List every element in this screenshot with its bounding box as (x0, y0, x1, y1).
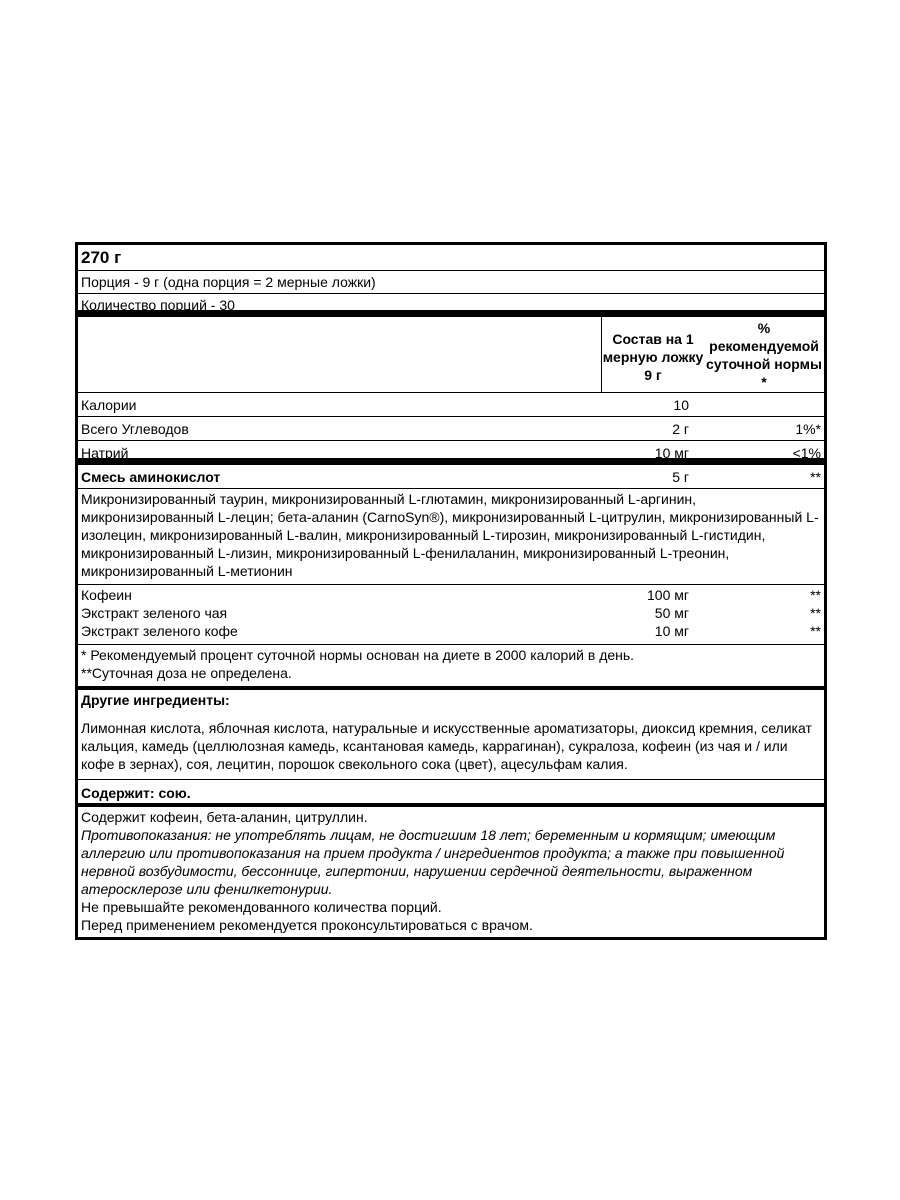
stimulant-row (81, 604, 821, 622)
nutrient-label: Калории (81, 397, 137, 413)
footnote-not-established: **Суточная доза не определена. (81, 665, 292, 681)
warnings (78, 807, 824, 937)
amount-column-header: Состав на 1 мерную ложку 9 г (601, 317, 704, 392)
nutrient-value: 10 (673, 397, 689, 413)
amino-blend-label: Смесь аминокислот (81, 469, 221, 485)
other-ingredients-text: Лимонная кислота, яблочная кислота, натуральные и искусственные ароматизаторы, диоксид кремния, селикат кальция, камедь (целлюлозная камедь, ксантановая камедь, каррагинан), сукралоза, кофеин (из чая и / или кофе в зернах), соя, лецитин, порошок свекольного сока (цвет), ацесульфам калия. (81, 720, 812, 772)
footnote-daily-value: * Рекомендуемый процент суточной нормы основан на диете в 2000 калорий в день. (81, 647, 635, 663)
warning-contains: Содержит кофеин, бета-аланин, цитруллин. (81, 809, 368, 825)
stimulant-label: Экстракт зеленого кофе (81, 623, 238, 639)
nutrition-label (75, 242, 827, 940)
other-ingredients-title: Другие ингредиенты: (81, 692, 230, 708)
allergen-statement: Содержит: сою. (78, 780, 824, 807)
amino-blend-value: 5 г (672, 469, 689, 485)
stimulant-label: Экстракт зеленого чая (81, 605, 228, 621)
nutrient-label: Всего Углеводов (81, 421, 189, 437)
stimulant-row (81, 622, 821, 640)
warning-consult: Перед применением рекомендуется проконсультироваться с врачом. (81, 917, 533, 933)
header-blank-cell (78, 317, 601, 392)
nutrient-value: 10 мг (654, 445, 689, 461)
stimulant-dv: ** (810, 623, 821, 639)
serving-size: Порция - 9 г (одна порция = 2 мерные ложки) (78, 271, 824, 294)
stimulant-dv: ** (810, 605, 821, 621)
stimulant-value: 10 мг (654, 623, 689, 639)
nutrient-row-sodium (78, 441, 824, 465)
stimulant-value: 50 мг (654, 605, 689, 621)
stimulant-row (81, 586, 821, 604)
servings-count: Количество порций - 30 (78, 294, 824, 317)
nutrient-row-carbs (78, 417, 824, 441)
nutrient-dv (689, 393, 821, 416)
amino-blend-dv: ** (810, 469, 821, 485)
daily-value-column-header: % рекомендуемой суточной нормы * (706, 319, 822, 390)
stimulant-value: 100 мг (647, 587, 689, 603)
nutrient-dv: <1% (792, 445, 821, 461)
stimulant-dv: ** (810, 587, 821, 603)
footnotes (78, 645, 824, 690)
amino-blend-description: Микронизированный таурин, микронизированный L-глютамин, микронизированный L-аргинин, микронизированный L-лецин; бета-аланин (CarnoSyn®), микронизированный L-цитрулин, микронизированный L-изолецин, микронизированный L-валин, микронизированный L-тирозин, микронизированный L-гистидин, микронизированный L-лизин, микронизированный L-фенилаланин, микронизированный L-треонин, микронизированный L-метионин (78, 489, 824, 585)
nutrient-row-calories (78, 393, 824, 417)
amino-blend-row (78, 465, 824, 489)
nutrient-dv: 1%* (795, 421, 821, 437)
package-weight: 270 г (78, 245, 824, 271)
warning-contraindications: Противопоказания: не употреблять лицам, не достигшим 18 лет; беременным и кормящим; имеющим аллергию или противопоказания на прием продукта / ингредиентов продукта; а также при повышенной нервной возбудимости, бессоннице, гипертонии, нарушении сердечной деятельности, выраженном атеросклерозе или фенилкетонурии. (81, 827, 785, 897)
nutrient-label: Натрий (81, 445, 129, 461)
column-header-row (78, 317, 824, 393)
other-ingredients (78, 690, 824, 780)
nutrient-value: 2 г (672, 421, 689, 437)
stimulants-block (78, 585, 824, 645)
stimulant-label: Кофеин (81, 587, 132, 603)
warning-dosage: Не превышайте рекомендованного количества порций. (81, 899, 442, 915)
